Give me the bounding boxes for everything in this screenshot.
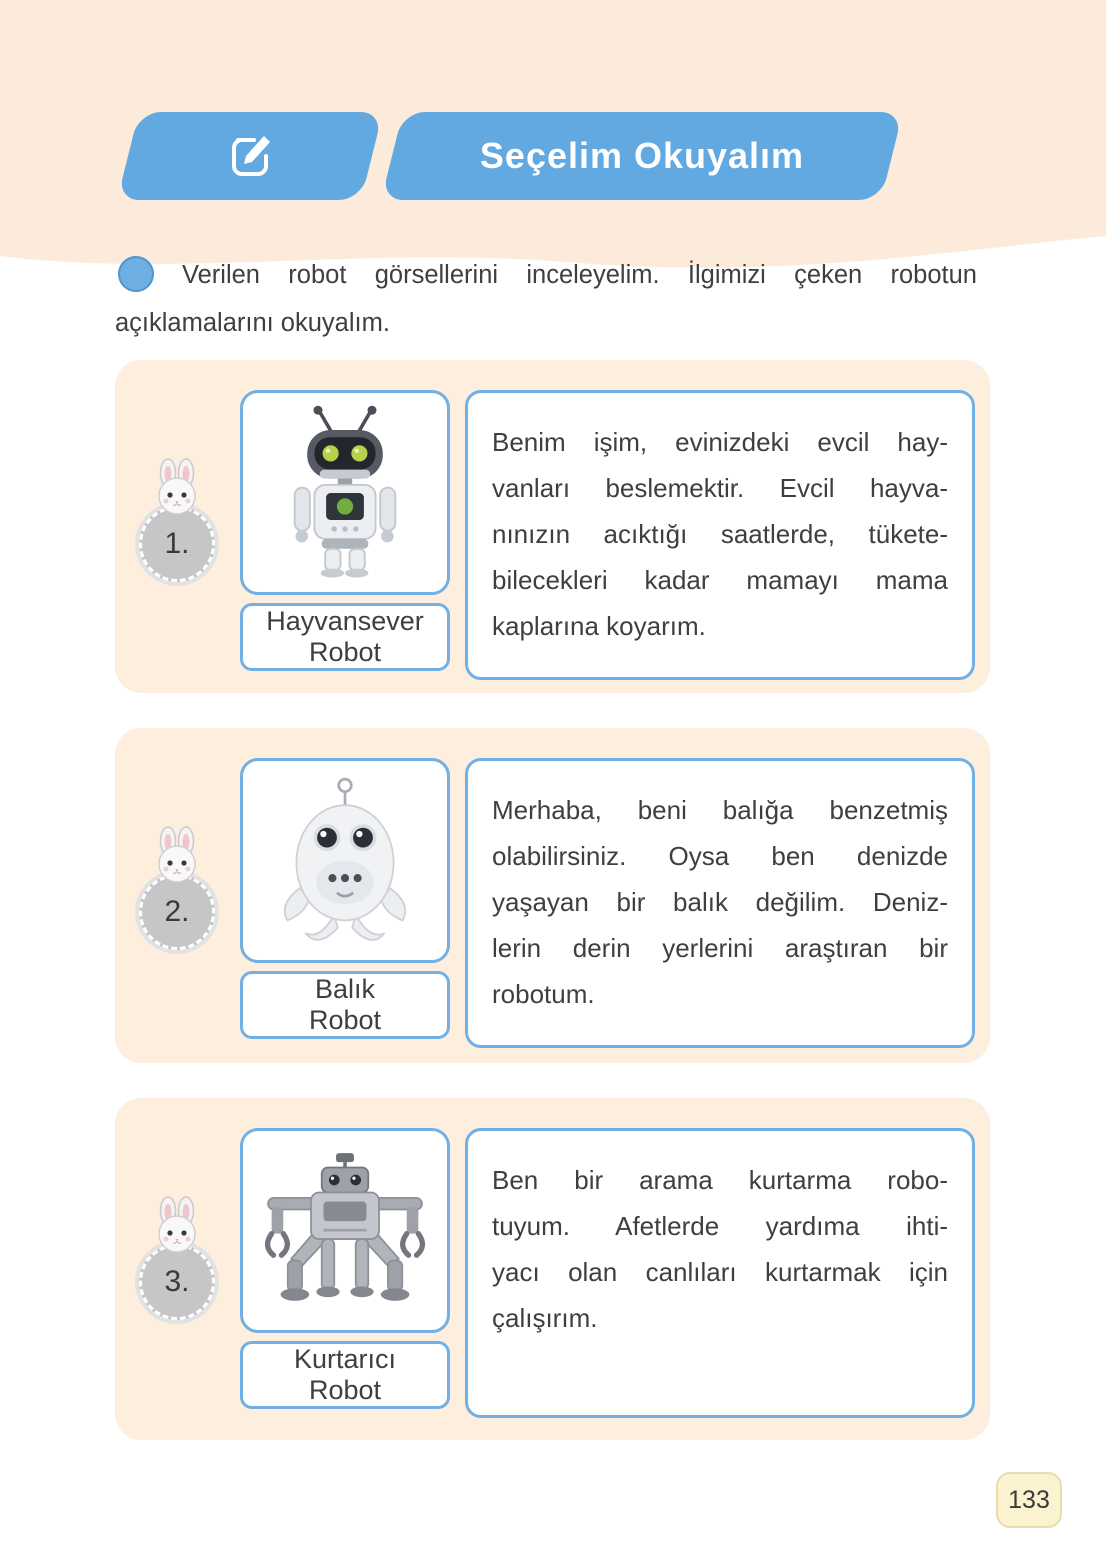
description-line: vanları beslemektir. Evcil hayva- bbox=[492, 473, 948, 503]
number-badge-1 bbox=[133, 458, 221, 582]
robot-name-line2: Robot bbox=[308, 1375, 382, 1405]
robot-description-box-3 bbox=[465, 1128, 975, 1418]
bunny-icon bbox=[145, 458, 209, 518]
bunny-icon bbox=[145, 826, 209, 886]
description-line: robotum. bbox=[492, 979, 595, 1009]
description-line: nınızın acıktığı saatlerde, tükete- bbox=[492, 519, 948, 549]
number-badge-3 bbox=[133, 1196, 221, 1320]
robot-section-2 bbox=[115, 728, 990, 1063]
section-number: 1. bbox=[139, 506, 215, 582]
pet-feeder-robot-icon bbox=[255, 403, 435, 583]
description-line: Benim işim, evinizdeki evcil hay- bbox=[492, 427, 948, 457]
section-number: 2. bbox=[139, 874, 215, 950]
header-title-banner bbox=[381, 112, 903, 200]
page-number-badge bbox=[996, 1472, 1062, 1528]
robot-name-line1: Kurtarıcı bbox=[293, 1344, 397, 1374]
description-line: yacı olan canlıları kurtarmak için bbox=[492, 1257, 948, 1287]
robot-name-line1: Hayvansever bbox=[266, 606, 424, 636]
robot-section-1 bbox=[115, 360, 990, 693]
robot-image-box-1 bbox=[240, 390, 450, 595]
robot-name-line2: Robot bbox=[308, 637, 382, 667]
pencil-edit-icon bbox=[224, 130, 276, 182]
rescue-robot-icon bbox=[255, 1146, 435, 1316]
description-line: yaşayan bir balık değilim. Deniz- bbox=[492, 887, 948, 917]
robot-image-box-3 bbox=[240, 1128, 450, 1333]
robot-image-box-2 bbox=[240, 758, 450, 963]
description-line: kaplarına koyarım. bbox=[492, 611, 706, 641]
description-line: olabilirsiniz. Oysa ben denizde bbox=[492, 841, 948, 871]
number-badge-2 bbox=[133, 826, 221, 950]
header-icon-banner bbox=[117, 112, 383, 200]
robot-description-box-2 bbox=[465, 758, 975, 1048]
robot-section-3 bbox=[115, 1098, 990, 1440]
section-number: 3. bbox=[139, 1244, 215, 1320]
description-line: Merhaba, beni balığa benzetmiş bbox=[492, 795, 948, 825]
bunny-icon bbox=[145, 1196, 209, 1256]
robot-name-box-2 bbox=[240, 971, 450, 1039]
instruction-bullet-icon bbox=[118, 256, 154, 292]
robot-name-box-3 bbox=[240, 1341, 450, 1409]
robot-description-box-1 bbox=[465, 390, 975, 680]
description-line: tuyum. Afetlerde yardıma ihti- bbox=[492, 1211, 948, 1241]
robot-name-box-1 bbox=[240, 603, 450, 671]
fish-robot-icon bbox=[255, 771, 435, 951]
robot-name-line1: Balık bbox=[314, 974, 376, 1004]
robot-name-line2: Robot bbox=[308, 1005, 382, 1035]
page-number: 133 bbox=[1008, 1485, 1050, 1514]
description-line: lerin derin yerlerini araştıran bir bbox=[492, 933, 948, 963]
description-line: bilecekleri kadar mamayı mama bbox=[492, 565, 948, 595]
instruction-text-line1: Verilen robot görsellerini inceleyelim. İlgimizi çeken robotun bbox=[182, 261, 977, 289]
instruction-text-line2: açıklamalarını okuyalım. bbox=[115, 309, 390, 337]
description-line: Ben bir arama kurtarma robo- bbox=[492, 1165, 948, 1195]
description-line: çalışırım. bbox=[492, 1303, 598, 1333]
page-title: Seçelim Okuyalım bbox=[479, 135, 805, 176]
